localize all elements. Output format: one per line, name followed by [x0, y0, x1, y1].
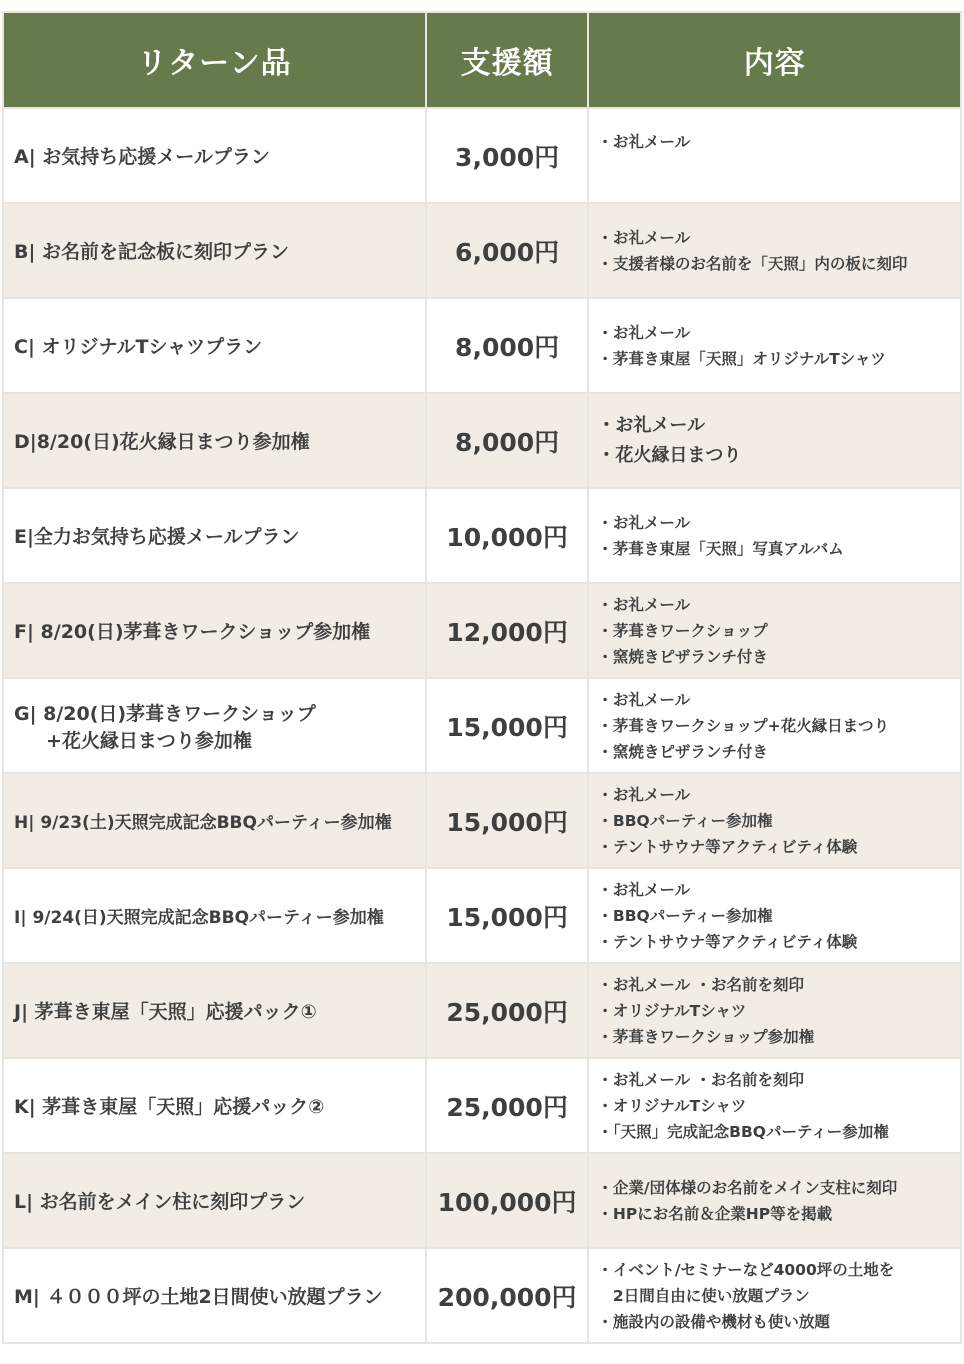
return-content-list — [597, 510, 958, 562]
return-content — [588, 1248, 961, 1343]
table-row — [3, 1153, 961, 1248]
list-item: ・お礼メール — [597, 690, 691, 709]
return-item-name-text: J| 茅葺き東屋「天照」応援パック① — [14, 1001, 317, 1023]
return-content — [588, 1058, 961, 1153]
list-item: ・BBQパーティー参加権 — [597, 811, 773, 830]
return-item-name — [3, 1058, 426, 1153]
return-item-name — [3, 773, 426, 868]
return-content-list — [597, 411, 958, 471]
table-row — [3, 298, 961, 393]
list-item: ・お礼メール — [597, 133, 691, 151]
list-item: ・企業/団体様のお名前をメイン支柱に刻印 — [597, 1178, 898, 1197]
header-content: 内容 — [588, 12, 961, 108]
return-content — [588, 868, 961, 963]
return-item-name — [3, 393, 426, 488]
return-content — [588, 298, 961, 393]
list-item: ・オリジナルTシャツ — [597, 1096, 747, 1115]
list-item: ・お礼メール ・お名前を刻印 — [597, 975, 805, 994]
list-item: ・窯焼きピザランチ付き — [597, 742, 768, 761]
table-row — [3, 1248, 961, 1343]
list-item: ・イベント/セミナーなど4000坪の土地を — [597, 1260, 895, 1279]
return-item-name-text: F| 8/20(日)茅葺きワークショップ参加権 — [14, 621, 371, 643]
return-item-name — [3, 488, 426, 583]
return-item-name-text: M| ４０００坪の土地2日間使い放題プラン — [14, 1286, 383, 1308]
return-content — [588, 393, 961, 488]
list-item: 2日間自由に使い放題プラン — [597, 1286, 810, 1305]
table-body — [3, 108, 961, 1343]
return-item-name-text: H| 9/23(土)天照完成記念BBQパーティー参加権 — [14, 813, 392, 833]
list-item: ・オリジナルTシャツ — [597, 1001, 747, 1020]
return-content-list — [597, 225, 958, 277]
return-content-list — [597, 592, 958, 670]
return-content-list — [597, 877, 958, 955]
list-item: ・「天照」完成記念BBQパーティー参加権 — [597, 1122, 889, 1141]
list-item: ・お礼メール — [597, 785, 691, 804]
support-amount: 6,000円 — [426, 203, 589, 298]
list-item: ・窯焼きピザランチ付き — [597, 647, 768, 666]
list-item: ・お礼メール ・お名前を刻印 — [597, 1070, 805, 1089]
return-item-name — [3, 298, 426, 393]
list-item: ・お礼メール — [597, 414, 706, 436]
return-item-name-text: K| 茅葺き東屋「天照」応援パック② — [14, 1096, 325, 1118]
return-item-name — [3, 203, 426, 298]
return-item-name-text: L| お名前をメイン柱に刻印プラン — [14, 1191, 306, 1213]
support-amount: 25,000円 — [426, 1058, 589, 1153]
support-amount: 15,000円 — [426, 678, 589, 773]
return-content-list — [597, 129, 958, 155]
return-item-name-text: D|8/20(日)花火縁日まつり参加権 — [14, 431, 310, 453]
list-item: ・お礼メール — [597, 513, 691, 532]
list-item: ・BBQパーティー参加権 — [597, 906, 773, 925]
returns-table — [2, 11, 962, 1344]
header-support-amount: 支援額 — [426, 12, 589, 108]
return-content-list — [597, 782, 958, 860]
support-amount: 15,000円 — [426, 868, 589, 963]
list-item: ・茅葺き東屋「天照」写真アルバム — [597, 539, 844, 558]
return-item-name — [3, 1248, 426, 1343]
return-content — [588, 1153, 961, 1248]
return-item-name-text: E|全力お気持ち応援メールプラン — [14, 526, 300, 548]
list-item: ・茅葺きワークショップ参加権 — [597, 1027, 815, 1046]
support-amount: 8,000円 — [426, 393, 589, 488]
list-item: ・茅葺きワークショップ — [597, 621, 768, 640]
support-amount: 8,000円 — [426, 298, 589, 393]
table-row — [3, 108, 961, 203]
list-item: ・お礼メール — [597, 323, 691, 342]
table-row — [3, 393, 961, 488]
list-item: ・施設内の設備や機材も使い放題 — [597, 1312, 830, 1331]
return-item-name-text: I| 9/24(日)天照完成記念BBQパーティー参加権 — [14, 908, 384, 928]
support-amount: 3,000円 — [426, 108, 589, 203]
support-amount: 12,000円 — [426, 583, 589, 678]
header-return-item: リターン品 — [3, 12, 426, 108]
return-content-list — [597, 687, 958, 765]
list-item: ・茅葺き東屋「天照」オリジナルTシャツ — [597, 349, 886, 368]
table-row — [3, 203, 961, 298]
table-row — [3, 583, 961, 678]
return-content — [588, 108, 961, 203]
return-content — [588, 773, 961, 868]
return-content — [588, 678, 961, 773]
return-item-name-text: B| お名前を記念板に刻印プラン — [14, 241, 290, 263]
list-item: ・花火縁日まつり — [597, 444, 742, 466]
return-item-name — [3, 678, 426, 773]
list-item: ・お礼メール — [597, 880, 691, 899]
table-row — [3, 773, 961, 868]
table-row — [3, 488, 961, 583]
return-content — [588, 583, 961, 678]
list-item: ・お礼メール — [597, 595, 691, 614]
return-item-name — [3, 583, 426, 678]
return-item-name — [3, 868, 426, 963]
table-row — [3, 963, 961, 1058]
return-content-list — [597, 1257, 958, 1335]
list-item: ・テントサウナ等アクティビティ体験 — [597, 932, 858, 951]
return-content — [588, 488, 961, 583]
return-item-name — [3, 1153, 426, 1248]
table-row — [3, 1058, 961, 1153]
return-content-list — [597, 320, 958, 372]
return-content-list — [597, 1067, 958, 1145]
support-amount: 25,000円 — [426, 963, 589, 1058]
list-item: ・支援者様のお名前を「天照」内の板に刻印 — [597, 254, 908, 273]
support-amount: 200,000円 — [426, 1248, 589, 1343]
list-item: ・お礼メール — [597, 228, 691, 247]
support-amount: 15,000円 — [426, 773, 589, 868]
list-item: ・テントサウナ等アクティビティ体験 — [597, 837, 858, 856]
list-item: ・HPにお名前＆企業HP等を掲載 — [597, 1204, 833, 1223]
support-amount: 10,000円 — [426, 488, 589, 583]
table-header-row — [3, 12, 961, 108]
return-item-name-text: C| オリジナルTシャツプラン — [14, 336, 263, 358]
return-content — [588, 203, 961, 298]
list-item: ・茅葺きワークショップ+花火縁日まつり — [597, 716, 890, 735]
return-content-list — [597, 972, 958, 1050]
return-item-name-text: A| お気持ち応援メールプラン — [14, 146, 270, 168]
return-item-name — [3, 963, 426, 1058]
return-content-list — [597, 1175, 958, 1227]
table-row — [3, 868, 961, 963]
return-content — [588, 963, 961, 1058]
table-row — [3, 678, 961, 773]
support-amount: 100,000円 — [426, 1153, 589, 1248]
return-item-name-text-line2: +花火縁日まつり参加権 — [46, 729, 252, 752]
return-item-name — [3, 108, 426, 203]
return-item-name-text: G| 8/20(日)茅葺きワークショップ — [14, 702, 316, 725]
